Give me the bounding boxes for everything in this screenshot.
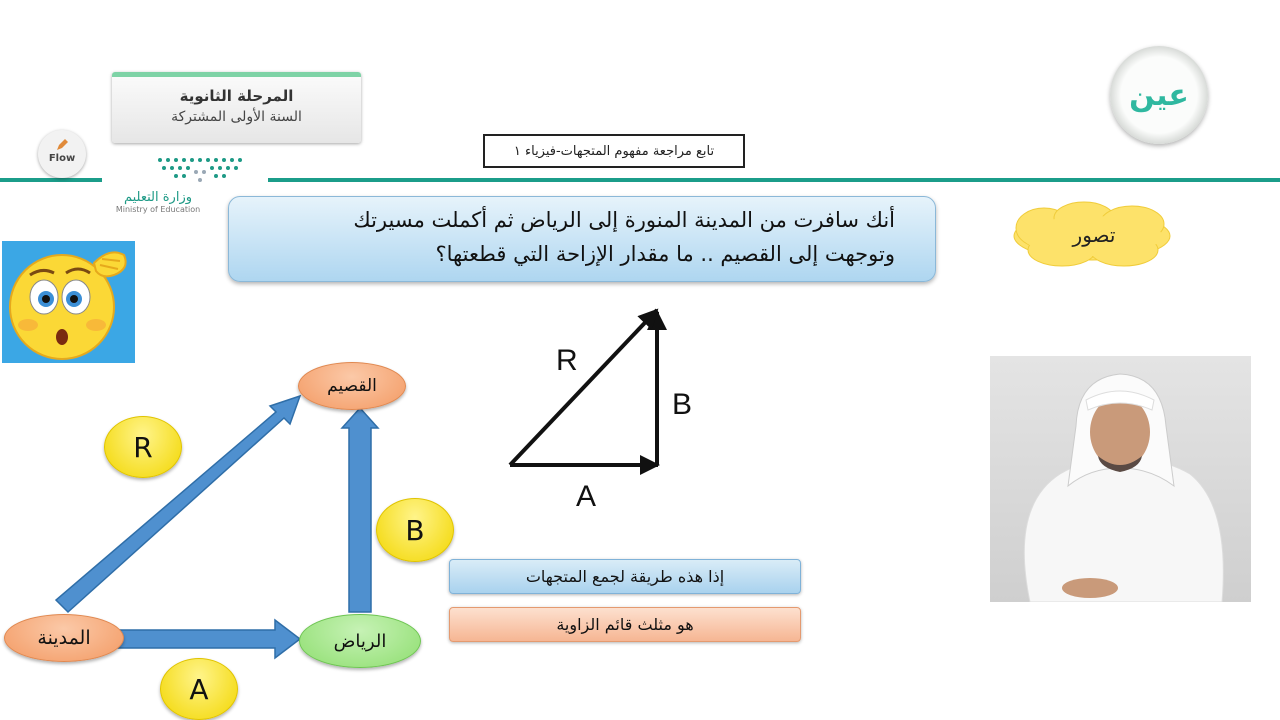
header-divider-left: [0, 178, 102, 182]
triangle-label-b: B: [672, 388, 693, 421]
question-line-1: أنك سافرت من المدينة المنورة إلى الرياض ثم أكملت مسيرتك: [353, 208, 895, 232]
note-right-triangle: هو مثلث قائم الزاوية: [449, 607, 801, 642]
question-line-2: وتوجهت إلى القصيم .. ما مقدار الإزاحة التي قطعتها؟: [435, 242, 895, 266]
node-riyadh: الرياض: [299, 614, 421, 668]
note-vector-addition: إذا هذه طريقة لجمع المتجهات: [449, 559, 801, 594]
vector-r-line: [510, 310, 657, 465]
ein-logo-icon: [1110, 46, 1208, 144]
ein-logo-text: عين: [1129, 77, 1189, 113]
triangle-label-a: A: [576, 480, 597, 513]
ministry-name-en: Ministry of Education: [115, 205, 201, 214]
node-madinah: المدينة: [4, 614, 124, 662]
badge-r: R: [104, 416, 182, 478]
node-qassim: القصيم: [298, 362, 406, 410]
cloud-shape: [1004, 198, 1180, 270]
arrow-a: [118, 620, 300, 658]
stage-title: المرحلة الثانوية: [179, 87, 294, 105]
badge-a: A: [160, 658, 238, 720]
vector-triangle: [500, 300, 720, 515]
arrow-r: [56, 396, 300, 612]
lesson-title: تابع مراجعة مفهوم المتجهات-فيزياء ١: [483, 134, 745, 168]
cloud-label: تصور: [1072, 223, 1116, 247]
stage-card: [112, 72, 361, 143]
confused-emoji-icon: [2, 241, 135, 363]
header-divider-right: [268, 178, 1280, 182]
flow-label: Flow: [48, 153, 76, 164]
triangle-label-r: R: [556, 344, 578, 377]
arrow-b: [342, 408, 378, 612]
ministry-logo-icon: [108, 150, 208, 226]
question-box: [228, 196, 936, 282]
teacher-video: [990, 356, 1251, 602]
stage-subtitle: السنة الأولى المشتركة: [171, 109, 302, 125]
ministry-name-ar: وزارة التعليم: [123, 190, 193, 205]
flow-logo-icon: [38, 130, 86, 178]
badge-b: B: [376, 498, 454, 562]
